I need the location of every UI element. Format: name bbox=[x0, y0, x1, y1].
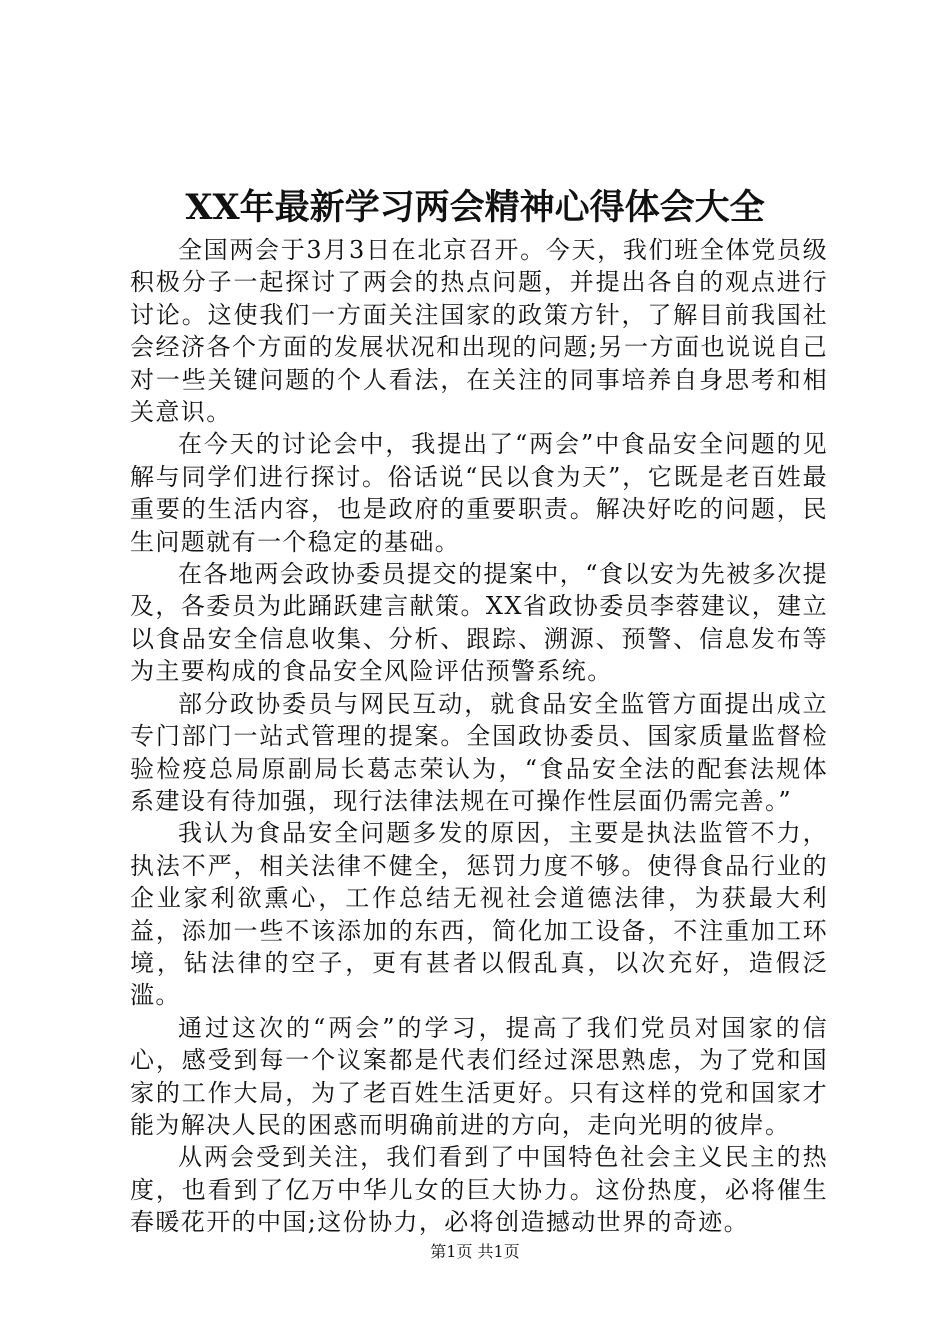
document-title: XX年最新学习两会精神心得体会大全 bbox=[185, 187, 765, 228]
paragraph-5: 我认为食品安全问题多发的原因，主要是执法监管不力，执法不严，相关法律不健全，惩罚力度不够。使得食品行业的企业家利欲熏心，工作总结无视社会道德法律，为获最大利益，添加一些不该添加的东西，简化加工设备，不注重加工环境，钻法律的空子，更有甚者以假乱真，以次充好，造假泛滥。 bbox=[130, 819, 828, 1010]
paragraph-6: 通过这次的“两会”的学习，提高了我们党员对国家的信心，感受到每一个议案都是代表们经过深思熟虑，为了党和国家的工作大局，为了老百姓生活更好。只有这样的党和国家才能为解决人民的困惑而明确前进的方向，走向光明的彼岸。 bbox=[130, 1013, 828, 1139]
paragraph-2: 在今天的讨论会中，我提出了“两会”中食品安全问题的见解与同学们进行探讨。俗话说“民以食为天”，它既是老百姓最重要的生活内容，也是政府的重要职责。解决好吃的问题，民生问题就有一个稳定的基础。 bbox=[130, 430, 828, 556]
page-number-footer: 第1页 共1页 bbox=[430, 1242, 520, 1261]
paragraph-3: 在各地两会政协委员提交的提案中，“食以安为先被多次提及，各委员为此踊跃建言献策。XX省政协委员李蓉建议，建立以食品安全信息收集、分析、跟踪、溯源、预警、信息发布等为主要构成的食品安全风险评估预警系统。 bbox=[130, 560, 828, 686]
paragraph-1: 全国两会于3月3日在北京召开。今天，我们班全体党员级积极分子一起探讨了两会的热点问题，并提出各自的观点进行讨论。这使我们一方面关注国家的政策方针，了解目前我国社会经济各个方面的发展状况和出现的问题;另一方面也说说自己对一些关键问题的个人看法，在关注的同事培养自身思考和相关意识。 bbox=[130, 236, 828, 427]
paragraph-7: 从两会受到关注，我们看到了中国特色社会主义民主的热度，也看到了亿万中华儿女的巨大协力。这份热度，必将催生春暖花开的中国;这份协力，必将创造撼动世界的奇迹。 bbox=[130, 1143, 828, 1237]
paragraph-4: 部分政协委员与网民互动，就食品安全监管方面提出成立专门部门一站式管理的提案。全国政协委员、国家质量监督检验检疫总局原副局长葛志荣认为，“食品安全法的配套法规体系建设有待加强，现行法律法规在可操作性层面仍需完善。” bbox=[130, 689, 828, 815]
document-body bbox=[130, 234, 828, 1239]
